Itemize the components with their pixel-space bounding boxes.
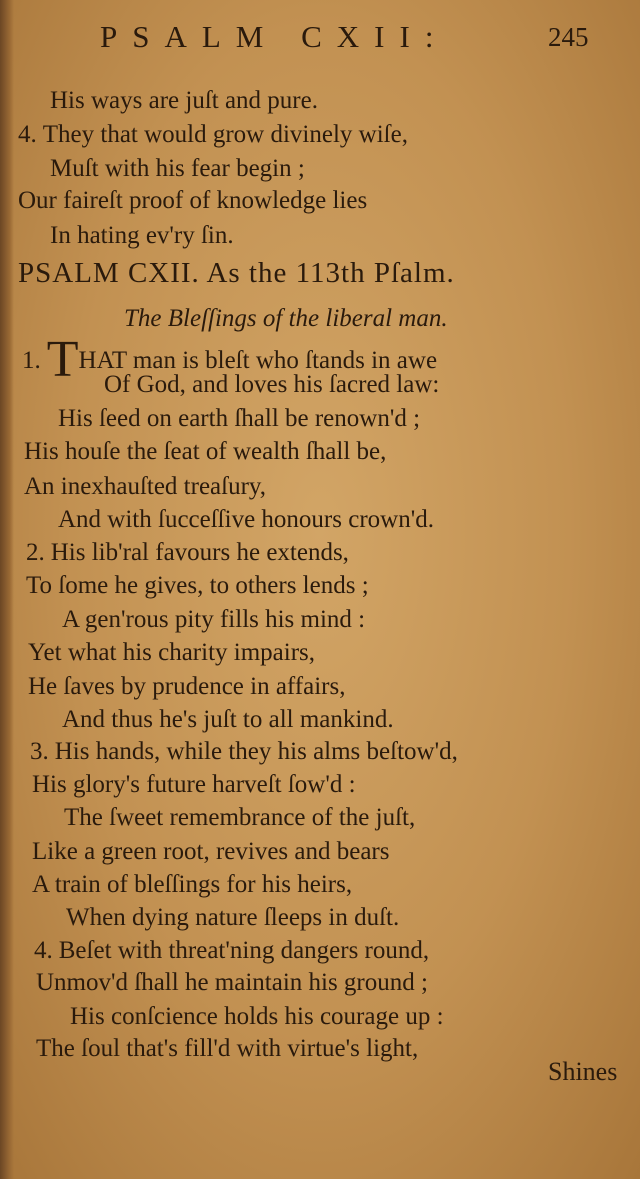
stanza-number: 4. — [34, 937, 53, 964]
verse-line: His ſeed on earth ſhall be renown'd ; — [58, 405, 421, 432]
stanza-number: 4. — [18, 121, 37, 148]
verse-line: His glory's future harveſt ſow'd : — [32, 771, 356, 798]
verse-line — [26, 538, 349, 568]
verse-line: And thus he's juſt to all mankind. — [62, 706, 394, 733]
verse-text: Beſet with threat'ning dangers round, — [58, 937, 430, 964]
verse-line: A gen'rous pity fills his mind : — [62, 606, 366, 633]
verse-line: In hating ev'ry ſin. — [50, 222, 234, 249]
verse-text: His hands, while they his alms beſtow'd, — [54, 738, 458, 765]
psalm-title: PSALM CXII. As the 113th Pſalm. — [18, 257, 455, 289]
verse-line — [30, 737, 458, 767]
verse-line: He ſaves by prudence in affairs, — [28, 673, 346, 700]
verse-line: The ſweet remembrance of the juſt, — [64, 804, 416, 831]
verse-line: And with ſucceſſive honours crown'd. — [58, 506, 434, 533]
stanza-number: 3. — [30, 738, 49, 765]
verse-line: His conſcience holds his courage up : — [70, 1003, 444, 1030]
verse-text: HAT man is bleſt who ſtands in awe — [78, 347, 438, 374]
verse-line: To ſome he gives, to others lends ; — [26, 572, 369, 599]
verse-line: Our faireſt proof of knowledge lies — [18, 187, 368, 214]
verse-line — [18, 120, 408, 150]
running-title: PSALM CXII: — [100, 19, 449, 54]
verse-line: An inexhauſted treaſury, — [24, 473, 267, 500]
verse-text: His lib'ral favours he extends, — [50, 539, 349, 566]
catchword: Shines — [548, 1057, 618, 1086]
verse-line: The ſoul that's fill'd with virtue's light, — [36, 1035, 419, 1062]
stanza-number: 1. — [22, 347, 41, 374]
verse-line: His ways are juſt and pure. — [50, 87, 318, 114]
drop-capital: T — [46, 331, 79, 388]
verse-line: Yet what his charity impairs, — [28, 639, 316, 666]
verse-line — [34, 936, 429, 966]
binding-gutter — [0, 0, 14, 1179]
verse-line: Like a green root, revives and bears — [32, 838, 390, 865]
verse-line: When dying nature ſleeps in duſt. — [66, 904, 400, 931]
verse-line: His houſe the ſeat of wealth ſhall be, — [24, 438, 387, 465]
stanza-number: 2. — [26, 539, 45, 566]
verse-line: Muſt with his fear begin ; — [50, 155, 305, 182]
verse-line: Unmov'd ſhall he maintain his ground ; — [36, 969, 428, 996]
verse-text: They that would grow divinely wiſe, — [42, 121, 408, 148]
page-number: 245 — [548, 22, 589, 52]
verse-line: Of God, and loves his ſacred law: — [104, 371, 440, 398]
psalm-subtitle: The Bleſſings of the liberal man. — [124, 305, 448, 332]
verse-line: A train of bleſſings for his heirs, — [32, 871, 353, 898]
